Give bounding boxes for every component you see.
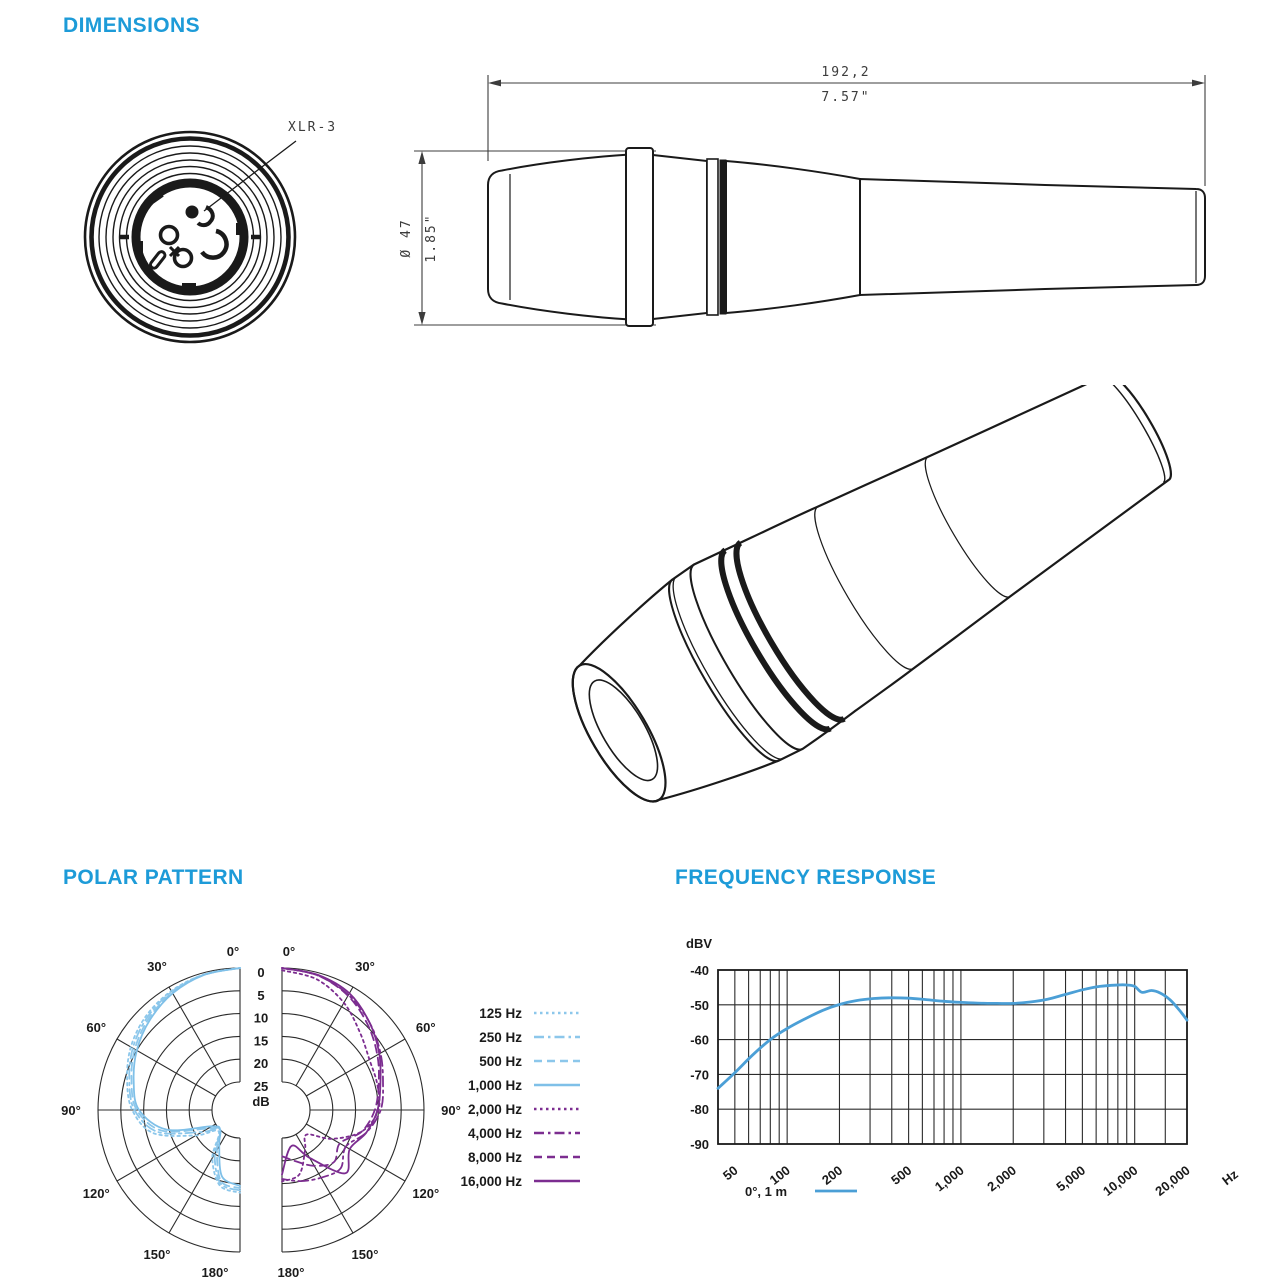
polar-legend-label: 500 Hz <box>479 1053 522 1069</box>
fr-xtick-label: 1,000 <box>931 1162 967 1195</box>
polar-radial-tick-label: 5 <box>257 987 265 1003</box>
polar-radial-tick-label: 10 <box>253 1010 269 1026</box>
dimensions-title: DIMENSIONS <box>63 14 201 37</box>
polar-angle-label: 120° <box>82 1186 110 1201</box>
polar-legend-label: 125 Hz <box>479 1005 522 1021</box>
xlr-outer-ring <box>85 132 295 342</box>
polar-legend-item <box>448 1049 598 1073</box>
polar-legend-item <box>448 1025 598 1049</box>
fr-ytick-label: -70 <box>690 1067 709 1083</box>
diameter-mm-label: Ø 47 <box>399 218 414 258</box>
polar-angle-label: 180° <box>277 1265 305 1280</box>
polar-angle-label: 90° <box>441 1103 461 1118</box>
fr-xtick-label: 50 <box>720 1162 741 1184</box>
polar-legend-label: 4,000 Hz <box>467 1125 522 1141</box>
length-mm-label: 192,2 <box>821 65 871 80</box>
arrowhead-down <box>418 312 425 325</box>
polar-legend-label: 8,000 Hz <box>467 1149 522 1165</box>
polar-angle-label: 60° <box>415 1020 436 1035</box>
polar-angle-label: 60° <box>86 1020 107 1035</box>
polar-grid-arc <box>282 1082 310 1138</box>
polar-legend-label: 16,000 Hz <box>460 1173 522 1189</box>
polar-legend-line-sample <box>534 1081 580 1089</box>
microphone-side-outline <box>488 148 1205 326</box>
perspective-view-drawing <box>495 385 1195 825</box>
polar-legend-item <box>448 1121 598 1145</box>
fr-legend-label: 0°, 1 m <box>745 1184 788 1199</box>
fr-xtick-label: 200 <box>818 1162 846 1188</box>
microphone-3d-silhouette <box>541 385 1195 825</box>
arrowhead-up <box>418 151 425 164</box>
polar-legend-line-sample <box>534 1177 580 1185</box>
polar-angle-label: 0° <box>226 944 240 959</box>
polar-radial-tick-label: 20 <box>253 1056 269 1072</box>
polar-legend-label: 250 Hz <box>479 1029 522 1045</box>
polar-radial-tick-label: 15 <box>253 1033 269 1049</box>
polar-legend-item <box>448 1145 598 1169</box>
polar-radial-tick-label: 0 <box>257 965 265 980</box>
fr-ytick-label: -90 <box>690 1137 709 1152</box>
polar-angle-label: 120° <box>412 1186 440 1201</box>
polar-angle-label: 30° <box>355 959 375 975</box>
polar-radial-unit-label: dB <box>252 1094 270 1109</box>
polar-legend-line-sample <box>534 1009 580 1017</box>
polar-legend-item <box>448 1169 598 1193</box>
polar-legend-line-sample <box>534 1153 580 1161</box>
polar-radial-tick-label: 25 <box>253 1079 269 1094</box>
polar-legend-line-sample <box>534 1033 580 1041</box>
fr-xtick-label: 2,000 <box>984 1162 1020 1195</box>
fr-ytick-label: -60 <box>690 1032 709 1048</box>
frequency-response-chart <box>650 928 1280 1228</box>
xlr-slot-rect <box>149 250 166 269</box>
fr-xtick-label: 100 <box>766 1162 793 1188</box>
arrowhead-left <box>488 80 501 87</box>
polar-legend <box>448 1001 598 1193</box>
fr-ytick-label: -50 <box>690 997 709 1013</box>
xlr-pin-dot <box>186 206 199 219</box>
polar-legend-item <box>448 1073 598 1097</box>
polar-curve-4000hz <box>282 968 383 1181</box>
xlr-label: XLR-3 <box>288 120 338 135</box>
polar-legend-line-sample <box>534 1057 580 1065</box>
polar-angle-label: 150° <box>351 1246 379 1262</box>
diameter-in-label: 1.85" <box>424 213 439 263</box>
fr-ylabel: dBV <box>686 936 712 951</box>
fr-ytick-label: -80 <box>690 1102 709 1118</box>
polar-legend-item <box>448 1097 598 1121</box>
xlr-front-view-drawing <box>70 95 410 357</box>
polar-pattern-chart <box>58 928 498 1280</box>
polar-curve-250hz <box>129 968 240 1190</box>
polar-legend-line-sample <box>534 1105 580 1113</box>
fr-xtick-label: 5,000 <box>1053 1162 1089 1195</box>
fr-xtick-label: 500 <box>888 1162 915 1188</box>
fr-ytick-label: -40 <box>690 963 709 978</box>
fr-xlabel: Hz <box>1219 1166 1241 1189</box>
frequency-response-title: FREQUENCY RESPONSE <box>675 866 937 889</box>
fr-xtick-label: 10,000 <box>1099 1162 1141 1199</box>
polar-angle-label: 150° <box>143 1246 171 1262</box>
polar-angle-label: 90° <box>61 1103 81 1118</box>
side-view-drawing <box>390 58 1230 358</box>
arrowhead-right <box>1192 80 1205 87</box>
polar-legend-label: 1,000 Hz <box>467 1077 522 1093</box>
polar-legend-line-sample <box>534 1129 580 1137</box>
polar-legend-label: 2,000 Hz <box>467 1101 522 1117</box>
polar-angle-label: 0° <box>282 944 296 959</box>
polar-angle-label: 180° <box>201 1265 229 1280</box>
polar-curve-2000hz <box>282 970 380 1181</box>
polar-curve-16000hz <box>282 968 381 1175</box>
fr-xtick-label: 20,000 <box>1152 1162 1193 1199</box>
xlr-pin-1 <box>161 227 178 244</box>
length-in-label: 7.57" <box>821 90 871 105</box>
polar-angle-label: 30° <box>147 959 167 975</box>
polar-pattern-title: POLAR PATTERN <box>63 866 244 889</box>
xlr-slot-c <box>202 231 226 258</box>
polar-legend-item <box>448 1001 598 1025</box>
